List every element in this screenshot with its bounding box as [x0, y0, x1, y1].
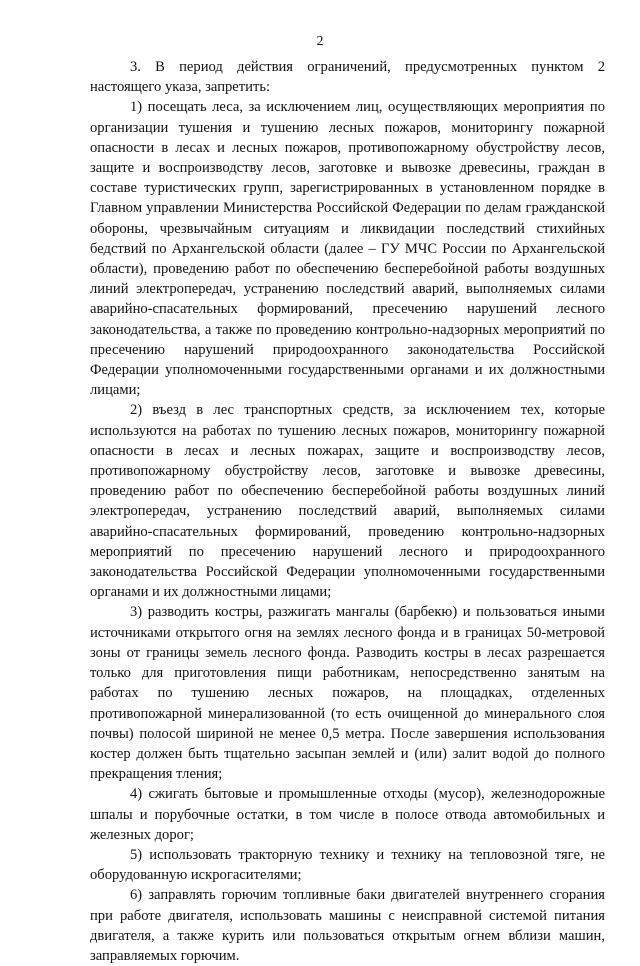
paragraph-intro: 3. В период действия ограничений, предусмотренных пунктом 2 настоящего указа, запретить:: [90, 59, 605, 96]
document-body: [90, 57, 605, 966]
list-item-5: 5) использовать тракторную технику и технику на тепловозной тяге, не оборудованную искрогасителями;: [90, 846, 605, 884]
list-item-4: 4) сжигать бытовые и промышленные отходы (мусор), железнодорожные шпалы и порубочные остатки, в том числе в полосе отвода автомобильных и железных дорог;: [90, 786, 605, 843]
list-item-2: 2) въезд в лес транспортных средств, за исключением тех, которые используются на работах по тушению лесных пожаров, мониторингу пожарной опасности в лесах и лесных пожарах, защите и воспроизводству лесов, противопожарному обустройству лесов, заготовке и вывозке древесины, проведению работ по обеспечению бесперебойной работы воздушных линий электропередач, устранению последствий аварий, выполняемых силами аварийно-спасательных формирований, проведению контрольно-надзорных мероприятий по пресечению нарушений лесного и природоохранного законодательства Российской Федерации уполномоченными государственными органами и их должностными лицами;: [90, 402, 605, 601]
list-item-6: 6) заправлять горючим топливные баки двигателей внутреннего сгорания при работе двигателя, использовать машины с неисправной системой питания двигателя, а также курить или пользоваться открытым огнем вблизи машин, заправляемых горючим.: [90, 887, 605, 964]
page-number: 2: [316, 34, 324, 49]
list-item-1: 1) посещать леса, за исключением лиц, осуществляющих мероприятия по организации тушения и тушению лесных пожаров, мониторингу пожарной опасности в лесах и лесных пожаров, противопожарному обустройству лесов, защите и воспроизводству лесов, заготовке и вывозке древесины, граждан в составе туристических групп, зарегистрированных в установленном порядке в Главном управлении Министерства Российской Федерации по делам гражданской обороны, чрезвычайным ситуациям и ликвидации последствий стихийных бедствий по Архангельской области (далее – ГУ МЧС России по Архангельской области), проведению работ по обеспечению бесперебойной работы воздушных линий электропередач, устранению последствий аварий, выполняемых силами аварийно-спасательных формирований, пресечению нарушений лесного законодательства, а также по проведению контрольно-надзорных мероприятий по пресечению нарушений природоохранного законодательства Российской Федерации уполномоченными государственными органами и их должностными лицами;: [90, 99, 605, 399]
list-item-3: 3) разводить костры, разжигать мангалы (барбекю) и пользоваться иными источниками открытого огня на землях лесного фонда и в границах 50-метровой зоны от границы земель лесного фонда. Разводить костры в лесах разрешается только для приготовления пищи работникам, непосредственно занятым на работах по тушению лесных пожаров, на площадках, отделенных противопожарной минерализованной (то есть очищенной до минерального слоя почвы) полосой шириной не менее 0,5 метра. После завершения использования костер должен быть тщательно засыпан землей и (или) залит водой до полного прекращения тления;: [90, 604, 605, 783]
